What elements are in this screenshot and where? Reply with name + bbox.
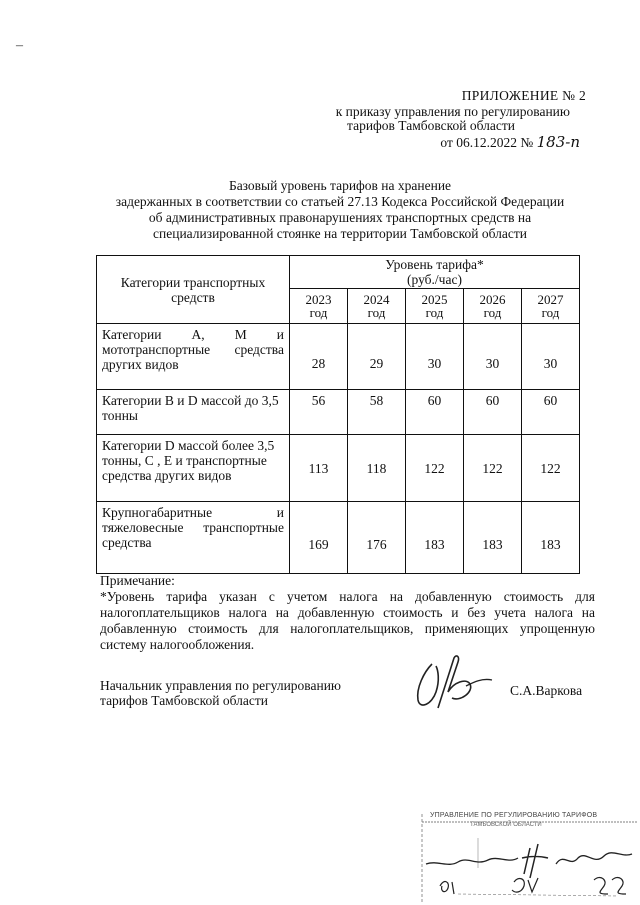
year-value: 2026	[479, 292, 506, 307]
table-header-row	[97, 256, 580, 289]
year-header	[348, 289, 406, 324]
tariff-value: 30	[522, 324, 580, 390]
document-title-line: Базовый уровень тарифов на хранение	[228, 178, 452, 193]
table-row	[97, 324, 580, 390]
tariff-header-label: Уровень тарифа*	[385, 257, 484, 272]
year-value: 2023	[305, 292, 332, 307]
year-header	[406, 289, 464, 324]
stamp-region: ТАМБОВСКОЙ ОБЛАСТИ	[470, 822, 542, 828]
footnote-label: Примечание:	[100, 573, 175, 588]
year-header	[522, 289, 580, 324]
tariff-table	[96, 255, 580, 574]
tariff-value: 122	[522, 435, 580, 502]
tariff-value: 118	[348, 435, 406, 502]
tariff-value: 29	[348, 324, 406, 390]
tariff-column-header	[290, 256, 580, 289]
appendix-title: ПРИЛОЖЕНИЕ № 2	[461, 88, 586, 103]
signer-role-line: Начальник управления по регулированию	[100, 678, 342, 693]
document-title-line: об административных правонарушениях транспортных средств на	[148, 210, 532, 225]
tariff-value: 30	[406, 324, 464, 390]
tariff-value: 169	[290, 502, 348, 574]
table-row	[97, 390, 580, 435]
stamp-organization: УПРАВЛЕНИЕ ПО РЕГУЛИРОВАНИЮ ТАРИФОВ	[430, 812, 598, 819]
tariff-value: 122	[406, 435, 464, 502]
document-title-line: задержанных в соответствии со статьей 27.13 Кодекса Российской Федерации	[115, 194, 565, 209]
tariff-value: 183	[522, 502, 580, 574]
year-unit: год	[367, 305, 386, 320]
tariff-value: 60	[464, 390, 522, 435]
year-unit: год	[483, 305, 502, 320]
table-row	[97, 502, 580, 574]
margin-mark: –	[16, 38, 23, 53]
document-title	[90, 178, 590, 242]
document-title-line: специализированной стоянке на территории Тамбовской области	[153, 226, 527, 241]
signature-icon	[402, 652, 502, 717]
appendix-date: от 06.12.2022 №	[440, 135, 534, 150]
year-unit: год	[425, 305, 444, 320]
tariff-value: 56	[290, 390, 348, 435]
appendix-authority: тарифов Тамбовской области	[347, 118, 515, 133]
year-value: 2025	[421, 292, 448, 307]
tariff-value: 58	[348, 390, 406, 435]
year-unit: год	[541, 305, 560, 320]
tariff-value: 28	[290, 324, 348, 390]
tariff-value: 176	[348, 502, 406, 574]
tariff-value: 183	[464, 502, 522, 574]
tariff-value: 122	[464, 435, 522, 502]
tariff-value: 30	[464, 324, 522, 390]
year-unit: год	[309, 305, 328, 320]
year-value: 2027	[537, 292, 564, 307]
tariff-value: 60	[522, 390, 580, 435]
signer-role	[100, 678, 400, 708]
footnote-text: *Уровень тарифа указан с учетом налога на добавленную стоимость для налогоплательщиков налога на добавленную стоимость и без учета налога на добавленную стоимость для налогоплательщиков, применяющих упрощенную систему налогообложения.	[100, 589, 595, 652]
appendix-order-ref: к приказу управления по регулированию	[335, 104, 570, 119]
tariff-value: 60	[406, 390, 464, 435]
category-cell: Категории А, М и мототранспортные средства других видов	[97, 324, 290, 390]
order-number-handwritten: 183-п	[536, 133, 580, 151]
year-header	[290, 289, 348, 324]
year-value: 2024	[363, 292, 390, 307]
tariff-header-unit: (руб./час)	[407, 272, 462, 287]
category-column-header: Категории транспортных средств	[97, 256, 290, 324]
category-cell: Категории D массой более 3,5 тонны, С , Е и транспортные средства других видов	[97, 435, 290, 502]
tariff-value: 113	[290, 435, 348, 502]
signer-role-line: тарифов Тамбовской области	[100, 693, 268, 708]
category-cell: Крупногабаритные и тяжеловесные транспортные средства	[97, 502, 290, 574]
footnote	[100, 573, 595, 653]
year-header	[464, 289, 522, 324]
appendix-date-line	[300, 134, 590, 151]
category-cell: Категории В и D массой до 3,5 тонны	[97, 390, 290, 435]
signer-name: С.А.Варкова	[510, 683, 583, 698]
appendix-header	[300, 88, 590, 151]
tariff-value: 183	[406, 502, 464, 574]
table-row	[97, 435, 580, 502]
